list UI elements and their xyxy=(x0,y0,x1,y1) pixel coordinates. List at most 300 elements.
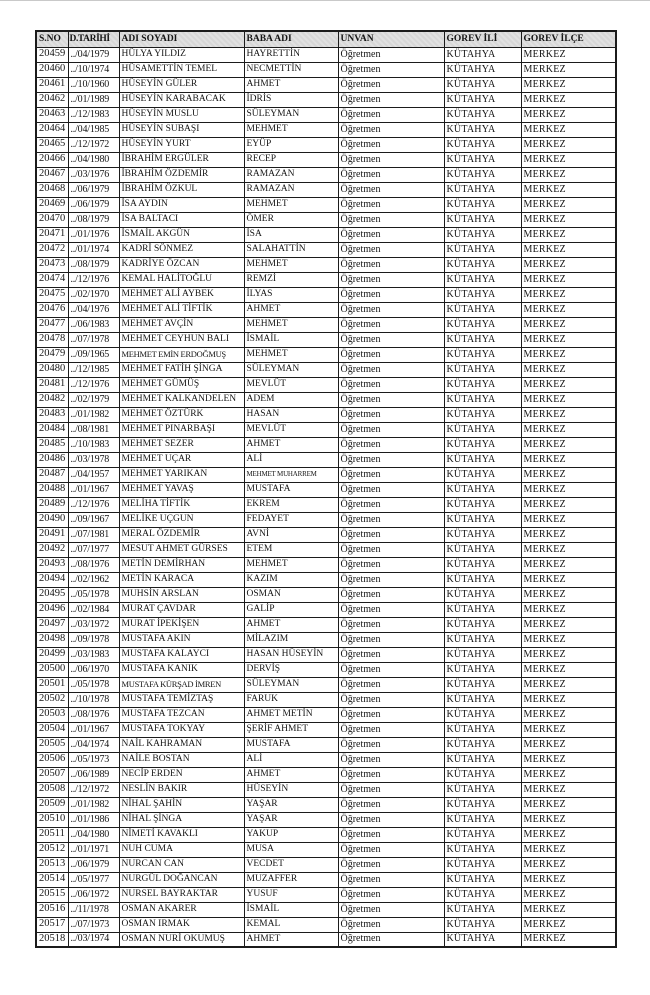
cell-sno: 20477 xyxy=(36,317,68,332)
cell-fathername: REMZİ xyxy=(244,272,338,287)
cell-birthdate: ../02/1984 xyxy=(68,602,119,617)
table-row xyxy=(36,662,616,677)
cell-district: MERKEZ xyxy=(521,437,616,452)
cell-birthdate: ../04/1957 xyxy=(68,467,119,482)
cell-fathername: MEVLÜT xyxy=(244,422,338,437)
cell-title: Öğretmen xyxy=(338,467,444,482)
cell-district: MERKEZ xyxy=(521,197,616,212)
cell-district: MERKEZ xyxy=(521,692,616,707)
cell-district: MERKEZ xyxy=(521,482,616,497)
table-row xyxy=(36,137,616,152)
table-row xyxy=(36,422,616,437)
cell-province: KÜTAHYA xyxy=(444,152,521,167)
cell-district: MERKEZ xyxy=(521,332,616,347)
cell-birthdate: ../08/1979 xyxy=(68,212,119,227)
table-row xyxy=(36,167,616,182)
cell-title: Öğretmen xyxy=(338,137,444,152)
table-row xyxy=(36,272,616,287)
cell-fullname: METİN KARACA xyxy=(119,572,244,587)
cell-title: Öğretmen xyxy=(338,77,444,92)
cell-title: Öğretmen xyxy=(338,437,444,452)
cell-birthdate: ../02/1970 xyxy=(68,287,119,302)
cell-birthdate: ../04/1974 xyxy=(68,737,119,752)
cell-fathername: ETEM xyxy=(244,542,338,557)
cell-title: Öğretmen xyxy=(338,377,444,392)
cell-title: Öğretmen xyxy=(338,752,444,767)
cell-district: MERKEZ xyxy=(521,92,616,107)
cell-sno: 20466 xyxy=(36,152,68,167)
cell-fathername: MEHMET xyxy=(244,347,338,362)
table-row xyxy=(36,797,616,812)
cell-sno: 20472 xyxy=(36,242,68,257)
cell-fullname: MEHMET ALİ TİFTİK xyxy=(119,302,244,317)
cell-title: Öğretmen xyxy=(338,767,444,782)
cell-province: KÜTAHYA xyxy=(444,827,521,842)
cell-title: Öğretmen xyxy=(338,887,444,902)
table-row xyxy=(36,227,616,242)
table-row xyxy=(36,617,616,632)
cell-district: MERKEZ xyxy=(521,752,616,767)
cell-fullname: NURCAN CAN xyxy=(119,857,244,872)
cell-province: KÜTAHYA xyxy=(444,812,521,827)
cell-province: KÜTAHYA xyxy=(444,332,521,347)
table-row xyxy=(36,467,616,482)
cell-province: KÜTAHYA xyxy=(444,47,521,62)
cell-district: MERKEZ xyxy=(521,812,616,827)
cell-birthdate: ../01/1967 xyxy=(68,482,119,497)
cell-fathername: İSA xyxy=(244,227,338,242)
cell-province: KÜTAHYA xyxy=(444,572,521,587)
cell-birthdate: ../01/1982 xyxy=(68,407,119,422)
cell-district: MERKEZ xyxy=(521,782,616,797)
cell-province: KÜTAHYA xyxy=(444,257,521,272)
cell-province: KÜTAHYA xyxy=(444,167,521,182)
cell-sno: 20494 xyxy=(36,572,68,587)
cell-fullname: NUH CUMA xyxy=(119,842,244,857)
cell-fullname: MESUT AHMET GÜRSES xyxy=(119,542,244,557)
table-row xyxy=(36,692,616,707)
cell-province: KÜTAHYA xyxy=(444,902,521,917)
cell-district: MERKEZ xyxy=(521,797,616,812)
cell-birthdate: ../04/1980 xyxy=(68,827,119,842)
cell-fathername: SALAHATTİN xyxy=(244,242,338,257)
cell-fullname: HÜSEYİN YURT xyxy=(119,137,244,152)
cell-fathername: MUSTAFA xyxy=(244,737,338,752)
cell-district: MERKEZ xyxy=(521,392,616,407)
table-row xyxy=(36,902,616,917)
table-row xyxy=(36,302,616,317)
cell-district: MERKEZ xyxy=(521,227,616,242)
table-row xyxy=(36,407,616,422)
table-row xyxy=(36,182,616,197)
cell-sno: 20481 xyxy=(36,377,68,392)
cell-fathername: NECMETTİN xyxy=(244,62,338,77)
cell-fullname: İBRAHİM ÖZKUL xyxy=(119,182,244,197)
cell-birthdate: ../05/1978 xyxy=(68,587,119,602)
cell-sno: 20489 xyxy=(36,497,68,512)
cell-sno: 20474 xyxy=(36,272,68,287)
cell-fullname: MEHMET YARIKAN xyxy=(119,467,244,482)
cell-title: Öğretmen xyxy=(338,932,444,947)
cell-sno: 20493 xyxy=(36,557,68,572)
cell-district: MERKEZ xyxy=(521,617,616,632)
cell-district: MERKEZ xyxy=(521,362,616,377)
table-row xyxy=(36,287,616,302)
cell-fullname: MUSTAFA KÜRŞAD İMREN xyxy=(119,677,244,692)
cell-district: MERKEZ xyxy=(521,587,616,602)
cell-province: KÜTAHYA xyxy=(444,407,521,422)
cell-fullname: İSA BALTACI xyxy=(119,212,244,227)
cell-fathername: MEHMET MUHARREM xyxy=(244,467,338,482)
cell-birthdate: ../03/1974 xyxy=(68,932,119,947)
cell-sno: 20478 xyxy=(36,332,68,347)
cell-title: Öğretmen xyxy=(338,647,444,662)
cell-province: KÜTAHYA xyxy=(444,857,521,872)
cell-district: MERKEZ xyxy=(521,632,616,647)
cell-province: KÜTAHYA xyxy=(444,287,521,302)
cell-fathername: HASAN xyxy=(244,407,338,422)
cell-district: MERKEZ xyxy=(521,257,616,272)
cell-fathername: OSMAN xyxy=(244,587,338,602)
cell-district: MERKEZ xyxy=(521,317,616,332)
cell-title: Öğretmen xyxy=(338,707,444,722)
cell-fathername: ÖMER xyxy=(244,212,338,227)
cell-province: KÜTAHYA xyxy=(444,677,521,692)
cell-sno: 20506 xyxy=(36,752,68,767)
cell-fullname: HÜSEYİN MUSLU xyxy=(119,107,244,122)
cell-fathername: İLYAS xyxy=(244,287,338,302)
cell-fullname: OSMAN AKARER xyxy=(119,902,244,917)
cell-title: Öğretmen xyxy=(338,527,444,542)
cell-title: Öğretmen xyxy=(338,257,444,272)
cell-fullname: MEHMET ÖZTÜRK xyxy=(119,407,244,422)
cell-sno: 20464 xyxy=(36,122,68,137)
table-row xyxy=(36,722,616,737)
cell-sno: 20511 xyxy=(36,827,68,842)
cell-province: KÜTAHYA xyxy=(444,782,521,797)
cell-fullname: OSMAN IRMAK xyxy=(119,917,244,932)
cell-district: MERKEZ xyxy=(521,737,616,752)
cell-birthdate: ../08/1981 xyxy=(68,422,119,437)
cell-sno: 20463 xyxy=(36,107,68,122)
cell-fullname: MUSTAFA KALAYCI xyxy=(119,647,244,662)
cell-province: KÜTAHYA xyxy=(444,767,521,782)
cell-fullname: NİMETİ KAVAKLI xyxy=(119,827,244,842)
cell-district: MERKEZ xyxy=(521,557,616,572)
cell-title: Öğretmen xyxy=(338,197,444,212)
cell-sno: 20479 xyxy=(36,347,68,362)
cell-fullname: MEHMET EMİN ERDOĞMUŞ xyxy=(119,347,244,362)
cell-province: KÜTAHYA xyxy=(444,107,521,122)
cell-fullname: NESLİN BAKIR xyxy=(119,782,244,797)
cell-birthdate: ../01/1971 xyxy=(68,842,119,857)
cell-fullname: MEHMET FATİH ŞİNGA xyxy=(119,362,244,377)
table-row xyxy=(36,857,616,872)
table-row xyxy=(36,602,616,617)
cell-birthdate: ../12/1976 xyxy=(68,377,119,392)
cell-sno: 20517 xyxy=(36,917,68,932)
cell-birthdate: ../12/1972 xyxy=(68,782,119,797)
cell-fathername: AHMET xyxy=(244,437,338,452)
cell-title: Öğretmen xyxy=(338,587,444,602)
cell-sno: 20516 xyxy=(36,902,68,917)
col-header-fullname: ADI SOYADI xyxy=(119,31,244,47)
table-body xyxy=(36,47,616,947)
col-header-sno: S.NO xyxy=(36,31,68,47)
cell-district: MERKEZ xyxy=(521,647,616,662)
cell-birthdate: ../10/1983 xyxy=(68,437,119,452)
cell-sno: 20515 xyxy=(36,887,68,902)
table-row xyxy=(36,452,616,467)
cell-title: Öğretmen xyxy=(338,542,444,557)
cell-fullname: KEMAL HALİTOĞLU xyxy=(119,272,244,287)
cell-title: Öğretmen xyxy=(338,827,444,842)
cell-sno: 20471 xyxy=(36,227,68,242)
cell-province: KÜTAHYA xyxy=(444,137,521,152)
cell-province: KÜTAHYA xyxy=(444,542,521,557)
cell-birthdate: ../01/1986 xyxy=(68,812,119,827)
cell-district: MERKEZ xyxy=(521,887,616,902)
cell-fathername: İSMAİL xyxy=(244,332,338,347)
cell-sno: 20476 xyxy=(36,302,68,317)
cell-fullname: MEHMET AVÇİN xyxy=(119,317,244,332)
table-row xyxy=(36,707,616,722)
cell-fullname: İBRAHİM ÖZDEMİR xyxy=(119,167,244,182)
cell-birthdate: ../10/1978 xyxy=(68,692,119,707)
cell-sno: 20501 xyxy=(36,677,68,692)
table-row xyxy=(36,887,616,902)
cell-fathername: RAMAZAN xyxy=(244,167,338,182)
cell-fullname: METİN DEMİRHAN xyxy=(119,557,244,572)
cell-fullname: İSMAİL AKGÜN xyxy=(119,227,244,242)
cell-district: MERKEZ xyxy=(521,872,616,887)
cell-fullname: MUSTAFA TEMİZTAŞ xyxy=(119,692,244,707)
table-row xyxy=(36,872,616,887)
table-row xyxy=(36,557,616,572)
cell-birthdate: ../01/1974 xyxy=(68,242,119,257)
cell-birthdate: ../01/1982 xyxy=(68,797,119,812)
cell-fullname: HÜLYA YILDIZ xyxy=(119,47,244,62)
table-row xyxy=(36,527,616,542)
cell-birthdate: ../05/1978 xyxy=(68,677,119,692)
cell-province: KÜTAHYA xyxy=(444,182,521,197)
cell-fullname: HÜSEYİN GÜLER xyxy=(119,77,244,92)
cell-birthdate: ../06/1979 xyxy=(68,182,119,197)
cell-district: MERKEZ xyxy=(521,842,616,857)
cell-district: MERKEZ xyxy=(521,182,616,197)
cell-district: MERKEZ xyxy=(521,167,616,182)
cell-birthdate: ../12/1972 xyxy=(68,137,119,152)
cell-fullname: MEHMET KALKANDELEN xyxy=(119,392,244,407)
cell-sno: 20461 xyxy=(36,77,68,92)
cell-province: KÜTAHYA xyxy=(444,647,521,662)
cell-title: Öğretmen xyxy=(338,497,444,512)
cell-fathername: RECEP xyxy=(244,152,338,167)
cell-province: KÜTAHYA xyxy=(444,692,521,707)
cell-title: Öğretmen xyxy=(338,317,444,332)
cell-fullname: OSMAN NURİ OKUMUŞ xyxy=(119,932,244,947)
cell-province: KÜTAHYA xyxy=(444,392,521,407)
cell-fathername: DERVİŞ xyxy=(244,662,338,677)
cell-province: KÜTAHYA xyxy=(444,932,521,947)
cell-sno: 20460 xyxy=(36,62,68,77)
cell-district: MERKEZ xyxy=(521,272,616,287)
cell-fullname: KADRİ SÖNMEZ xyxy=(119,242,244,257)
cell-sno: 20500 xyxy=(36,662,68,677)
cell-sno: 20498 xyxy=(36,632,68,647)
cell-birthdate: ../02/1962 xyxy=(68,572,119,587)
cell-province: KÜTAHYA xyxy=(444,602,521,617)
cell-fathername: VECDET xyxy=(244,857,338,872)
cell-province: KÜTAHYA xyxy=(444,62,521,77)
cell-title: Öğretmen xyxy=(338,122,444,137)
cell-district: MERKEZ xyxy=(521,302,616,317)
cell-district: MERKEZ xyxy=(521,677,616,692)
cell-district: MERKEZ xyxy=(521,47,616,62)
cell-sno: 20468 xyxy=(36,182,68,197)
cell-birthdate: ../08/1976 xyxy=(68,707,119,722)
cell-title: Öğretmen xyxy=(338,287,444,302)
cell-title: Öğretmen xyxy=(338,842,444,857)
cell-title: Öğretmen xyxy=(338,407,444,422)
cell-title: Öğretmen xyxy=(338,677,444,692)
cell-title: Öğretmen xyxy=(338,737,444,752)
table-row xyxy=(36,677,616,692)
cell-fathername: YAŞAR xyxy=(244,812,338,827)
cell-title: Öğretmen xyxy=(338,617,444,632)
table-row xyxy=(36,827,616,842)
cell-birthdate: ../11/1978 xyxy=(68,902,119,917)
cell-sno: 20496 xyxy=(36,602,68,617)
cell-title: Öğretmen xyxy=(338,797,444,812)
cell-birthdate: ../10/1974 xyxy=(68,62,119,77)
cell-birthdate: ../09/1967 xyxy=(68,512,119,527)
cell-fullname: NAİL KAHRAMAN xyxy=(119,737,244,752)
cell-sno: 20488 xyxy=(36,482,68,497)
table-row xyxy=(36,482,616,497)
cell-province: KÜTAHYA xyxy=(444,452,521,467)
cell-fathername: İSMAİL xyxy=(244,902,338,917)
cell-sno: 20514 xyxy=(36,872,68,887)
cell-fullname: İBRAHİM ERGÜLER xyxy=(119,152,244,167)
cell-fathername: HAYRETTİN xyxy=(244,47,338,62)
cell-title: Öğretmen xyxy=(338,632,444,647)
cell-district: MERKEZ xyxy=(521,827,616,842)
cell-fullname: MEHMET UÇAR xyxy=(119,452,244,467)
cell-sno: 20483 xyxy=(36,407,68,422)
cell-title: Öğretmen xyxy=(338,272,444,287)
cell-sno: 20484 xyxy=(36,422,68,437)
cell-fullname: MEHMET SEZER xyxy=(119,437,244,452)
cell-fullname: MUSTAFA TEZCAN xyxy=(119,707,244,722)
cell-fullname: MURAT ÇAVDAR xyxy=(119,602,244,617)
cell-district: MERKEZ xyxy=(521,857,616,872)
cell-birthdate: ../06/1972 xyxy=(68,887,119,902)
cell-title: Öğretmen xyxy=(338,452,444,467)
cell-district: MERKEZ xyxy=(521,497,616,512)
cell-fullname: MUSTAFA KANIK xyxy=(119,662,244,677)
cell-birthdate: ../06/1983 xyxy=(68,317,119,332)
header-row xyxy=(36,31,616,47)
cell-fathername: FEDAYET xyxy=(244,512,338,527)
cell-birthdate: ../04/1979 xyxy=(68,47,119,62)
cell-province: KÜTAHYA xyxy=(444,497,521,512)
cell-fullname: İSA AYDIN xyxy=(119,197,244,212)
cell-birthdate: ../02/1979 xyxy=(68,392,119,407)
cell-fathername: MEHMET xyxy=(244,317,338,332)
cell-district: MERKEZ xyxy=(521,347,616,362)
cell-birthdate: ../09/1978 xyxy=(68,632,119,647)
cell-sno: 20513 xyxy=(36,857,68,872)
cell-fathername: FARUK xyxy=(244,692,338,707)
cell-fullname: MELİHA TİFTİK xyxy=(119,497,244,512)
cell-fullname: MEHMET ALİ AYBEK xyxy=(119,287,244,302)
cell-fathername: HASAN HÜSEYİN xyxy=(244,647,338,662)
cell-district: MERKEZ xyxy=(521,377,616,392)
table-row xyxy=(36,377,616,392)
cell-title: Öğretmen xyxy=(338,557,444,572)
cell-sno: 20512 xyxy=(36,842,68,857)
cell-sno: 20499 xyxy=(36,647,68,662)
cell-fathername: AHMET xyxy=(244,302,338,317)
cell-province: KÜTAHYA xyxy=(444,437,521,452)
table-row xyxy=(36,917,616,932)
cell-district: MERKEZ xyxy=(521,662,616,677)
cell-fathername: AHMET METİN xyxy=(244,707,338,722)
cell-fathername: SÜLEYMAN xyxy=(244,677,338,692)
cell-fathername: YUSUF xyxy=(244,887,338,902)
cell-sno: 20469 xyxy=(36,197,68,212)
cell-sno: 20462 xyxy=(36,92,68,107)
cell-fathername: SÜLEYMAN xyxy=(244,107,338,122)
cell-fullname: HÜSEYİN KARABACAK xyxy=(119,92,244,107)
cell-title: Öğretmen xyxy=(338,332,444,347)
cell-birthdate: ../01/1989 xyxy=(68,92,119,107)
cell-birthdate: ../03/1976 xyxy=(68,167,119,182)
table-row xyxy=(36,647,616,662)
cell-birthdate: ../04/1980 xyxy=(68,152,119,167)
cell-birthdate: ../03/1983 xyxy=(68,647,119,662)
table-row xyxy=(36,497,616,512)
cell-title: Öğretmen xyxy=(338,227,444,242)
cell-fullname: MEHMET YAVAŞ xyxy=(119,482,244,497)
cell-birthdate: ../08/1979 xyxy=(68,257,119,272)
cell-birthdate: ../12/1985 xyxy=(68,362,119,377)
cell-fullname: NURGÜL DOĞANCAN xyxy=(119,872,244,887)
cell-birthdate: ../05/1977 xyxy=(68,872,119,887)
cell-birthdate: ../04/1976 xyxy=(68,302,119,317)
cell-title: Öğretmen xyxy=(338,722,444,737)
cell-title: Öğretmen xyxy=(338,107,444,122)
cell-province: KÜTAHYA xyxy=(444,92,521,107)
cell-district: MERKEZ xyxy=(521,422,616,437)
cell-fathername: YAKUP xyxy=(244,827,338,842)
cell-sno: 20491 xyxy=(36,527,68,542)
table-row xyxy=(36,107,616,122)
cell-title: Öğretmen xyxy=(338,782,444,797)
cell-province: KÜTAHYA xyxy=(444,227,521,242)
cell-birthdate: ../07/1978 xyxy=(68,332,119,347)
cell-sno: 20505 xyxy=(36,737,68,752)
cell-province: KÜTAHYA xyxy=(444,272,521,287)
cell-province: KÜTAHYA xyxy=(444,317,521,332)
cell-sno: 20482 xyxy=(36,392,68,407)
cell-title: Öğretmen xyxy=(338,47,444,62)
cell-title: Öğretmen xyxy=(338,302,444,317)
cell-province: KÜTAHYA xyxy=(444,512,521,527)
table-row xyxy=(36,317,616,332)
scan-edge-artifact xyxy=(0,0,650,1)
